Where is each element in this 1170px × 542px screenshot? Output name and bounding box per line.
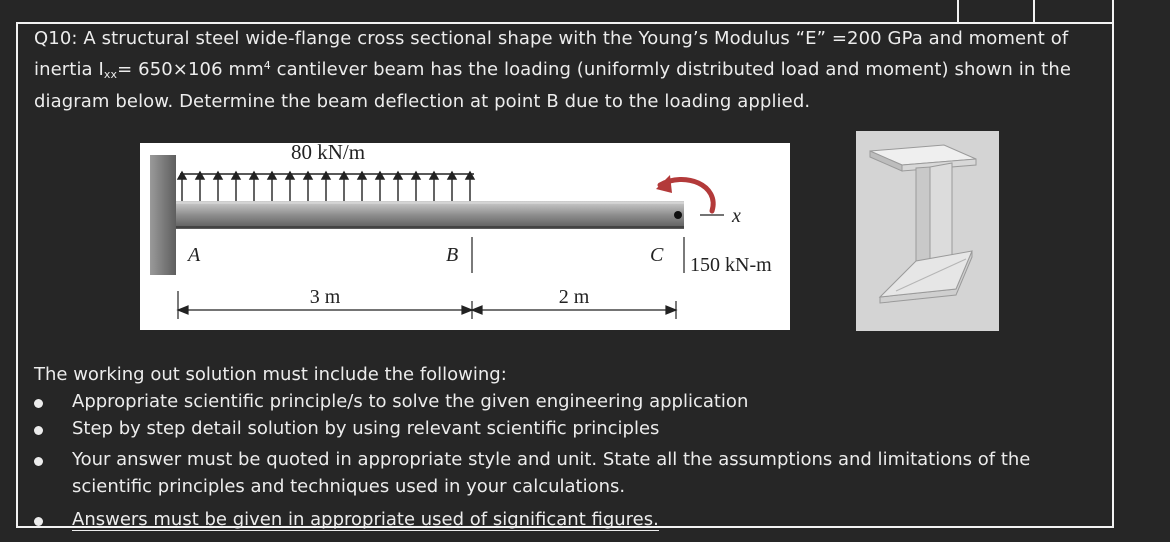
requirements-intro: The working out solution must include the following:	[34, 364, 507, 385]
list-item	[34, 506, 1094, 533]
dimension-line	[178, 291, 676, 319]
moment-label: 150 kN-m	[690, 254, 772, 276]
requirements-section	[34, 361, 1094, 533]
page-frame-left	[16, 22, 18, 528]
page-frame-top	[16, 22, 1114, 24]
point-a-label: A	[188, 244, 201, 266]
cantilever-beam	[176, 201, 684, 229]
question-subscript: xx	[103, 68, 118, 81]
question-superscript: 4	[263, 59, 271, 72]
question-suffix: cantilever beam has the loading (uniformly distributed load and moment) shown in the diagram below. Determine the beam deflection at point B due to the loading applied.	[34, 59, 1072, 112]
wide-flange-beam-illustration	[856, 131, 999, 331]
list-item-text: Step by step detail solution by using relevant scientific principles	[72, 418, 660, 439]
page-frame-right	[1112, 22, 1114, 528]
header-cell-divider	[1033, 0, 1035, 23]
header-cell-divider	[957, 0, 959, 23]
dimension-bc-label: 2 m	[558, 286, 590, 308]
question-middle: = 650×106 mm	[117, 59, 264, 80]
bullet-icon	[34, 457, 43, 466]
load-label: 80 kN/m	[290, 143, 366, 164]
requirements-list	[34, 388, 1094, 533]
bullet-icon	[34, 517, 43, 526]
question-prefix: Q10: A structural steel wide-flange cross sectional shape with the Young’s Modulus “E” =200 GPa and moment of inertia I	[34, 28, 1069, 80]
list-item	[34, 415, 1094, 442]
point-b-label: B	[446, 244, 459, 266]
question-text	[34, 25, 1094, 115]
list-item-text: Answers must be given in appropriate used of significant figures.	[72, 509, 659, 530]
x-axis-label: x	[732, 205, 741, 227]
distributed-load-arrows	[178, 172, 474, 201]
header-cell-divider	[1112, 0, 1114, 23]
point-c-dot	[674, 211, 682, 219]
bullet-icon	[34, 426, 43, 435]
bullet-icon	[34, 399, 43, 408]
beam-diagram	[140, 143, 790, 330]
fixed-support-wall	[150, 155, 176, 275]
list-item	[34, 388, 1094, 415]
point-c-label: C	[650, 244, 664, 266]
list-item-text: Your answer must be quoted in appropriate style and unit. State all the assumptions and limitations of the scientific principles and techniques used in your calculations.	[72, 449, 1031, 497]
dimension-ab-label: 3 m	[309, 286, 341, 308]
list-item	[34, 446, 1094, 500]
list-item-text: Appropriate scientific principle/s to solve the given engineering application	[72, 391, 749, 412]
